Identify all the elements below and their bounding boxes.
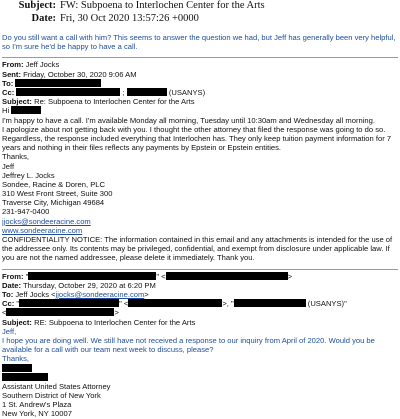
- redaction-box: [16, 88, 120, 96]
- email2-subject: Subject: RE: Subpoena to Interlochen Center for the Arts: [2, 317, 196, 327]
- top-message: Do you still want a call with him? This seems to answer the question we had, but Jeff has generally been very helpful, so I'm sure he'd be happy to have a call.: [2, 33, 396, 52]
- email1-sig-email-line: [2, 217, 398, 226]
- email2-to: To: Jeff Jocks <jjocks@sondeeracine.com>: [2, 290, 149, 300]
- email1-sig-first: Jeff: [2, 161, 15, 171]
- email-thread: [2, 33, 398, 419]
- email1-greeting: Hi: [2, 106, 398, 115]
- email2-sig-redaction2: [2, 373, 398, 382]
- redaction-box: [28, 272, 156, 280]
- email1-cc: Cc: ; (USANYS): [2, 87, 206, 97]
- redaction-box: [15, 79, 101, 87]
- email2-cc-cont: < >: [2, 308, 119, 318]
- redaction-box: [19, 299, 119, 307]
- redaction-box: [6, 308, 114, 316]
- redaction-box: [166, 272, 288, 280]
- email2-greeting: Jeff,: [2, 326, 17, 336]
- email1-confidentiality: CONFIDENTIALITY NOTICE: The information contained in this email and any attachments is intended for the use of the addressee only. Its contents may be privileged, confidential, and exempt from disclosure under applicable law. If you are not the named addressee, please delete it immediately. Thank you.: [2, 235, 393, 263]
- email1-sig-addr1: 310 West Front Street, Suite 300: [2, 189, 113, 199]
- separator: [2, 57, 398, 58]
- email1-sig-web-link[interactable]: www.sondeeracine.com: [2, 225, 83, 235]
- redaction-box: [11, 106, 41, 114]
- redaction-box: [2, 373, 48, 381]
- header-subject-line: [0, 0, 265, 11]
- email2-sig-redaction1: [2, 364, 398, 373]
- email2-from: From: " " < >: [2, 271, 293, 281]
- email2-sig-addr1: 1 St. Andrew's Plaza: [2, 400, 72, 410]
- email2-sig-addr2: New York, NY 10007: [2, 409, 72, 419]
- email1-sig-addr2: Traverse City, Michigan 49684: [2, 198, 105, 208]
- email1-sent: Sent: Friday, October 30, 2020 9:06 AM: [2, 69, 137, 79]
- email1-to: To:: [2, 79, 398, 88]
- header-date-label: Date:: [31, 13, 56, 24]
- document-header: [0, 0, 400, 30]
- email2-sig-office: Southern District of New York: [2, 391, 101, 401]
- email2-cc: Cc: " " < >, " (USANYS)": [2, 299, 347, 309]
- email1-subject: Subject: Re: Subpoena to Interlochen Center for the Arts: [2, 97, 195, 107]
- email2-sig-title: Assistant United States Attorney: [2, 381, 111, 391]
- email1-sig-email-link[interactable]: jjocks@sondeeracine.com: [2, 216, 91, 226]
- email1-sig-name: Jeffrey L. Jocks: [2, 170, 55, 180]
- redaction-box: [2, 364, 32, 372]
- header-date: Fri, 30 Oct 2020 13:57:26 +0000: [60, 13, 199, 24]
- email1-sig-firm: Sondee, Racine & Doren, PLC: [2, 179, 105, 189]
- email2-body: I hope you are doing well. We still have not received a response to our inquiry from April of 2020. Would you be available for a call with our team next week to discuss, please?: [2, 335, 375, 355]
- header-subject: FW: Subpoena to Interlochen Center for the Arts: [60, 0, 265, 11]
- separator: [2, 269, 398, 270]
- redaction-box: [128, 299, 222, 307]
- redaction-box: [127, 88, 167, 96]
- email1-sig-web-line: [2, 226, 398, 235]
- header-subject-label: Subject:: [18, 0, 56, 11]
- redaction-box: [234, 299, 306, 307]
- email1-sig-phone: 231-947-0400: [2, 207, 50, 217]
- email1-signoff: Thanks,: [2, 152, 30, 162]
- email2-signoff: Thanks,: [2, 354, 30, 364]
- email2-to-email-link[interactable]: jjocks@sondeeracine.com: [55, 290, 145, 300]
- header-date-line: [0, 13, 199, 24]
- email1-body1: I'm happy to have a call. I'm available Monday all morning, Tuesday until 10:30am and Wednesday all morning.: [2, 115, 375, 125]
- email1-from: From: Jeff Jocks: [2, 60, 60, 70]
- email1-body2: I apologize about not getting back with you. I thought the other attorney that filed the response was going to do so. Regardless, the response included everything that Interlochen has. They only keep tuition payment information for 7 years and nothing in their files reflects any payments by Epstein or Epstein entities.: [2, 124, 392, 153]
- email2-date: Date: Thursday, October 29, 2020 at 6:20 PM: [2, 280, 156, 290]
